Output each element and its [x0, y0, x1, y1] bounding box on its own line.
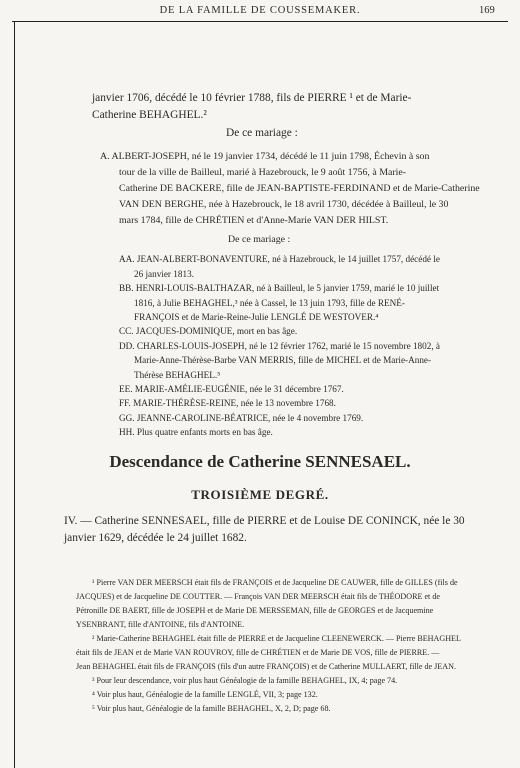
- entry-a-line: VAN DEN BERGHE, née à Hazebrouck, le 18 avril 1730, décédée à Bailleul, le 30: [119, 199, 449, 210]
- degree-heading: TROISIÈME DEGRÉ.: [191, 487, 329, 502]
- running-head: DE LA FAMILLE DE COUSSEMAKER.: [159, 5, 361, 16]
- entry-a-line: Catherine DE BACKERE, fille de JEAN-BAPTISTE-FERDINAND et de Marie-Catherine: [119, 183, 480, 194]
- footnote-line: Jean BEHAGHEL était fils de FRANÇOIS (fils d'un autre FRANÇOIS) et de Catherine MULLAERT, fille de JEAN.: [76, 662, 456, 671]
- left-margin-rule: [14, 22, 15, 768]
- footnote-line: ⁴ Voir plus haut, Généalogie de la famille LENGLÉ, VII, 3; page 132.: [92, 690, 318, 699]
- section-title: Descendance de Catherine SENNESAEL.: [109, 452, 411, 471]
- child-line: CC. JACQUES-DOMINIQUE, mort en bas âge.: [119, 326, 298, 336]
- de-ce-mariage-1: De ce mariage :: [226, 127, 298, 139]
- page-number: 169: [479, 5, 495, 16]
- child-line: FRANÇOIS et de Marie-Reine-Julie LENGLÉ DE WESTOVER.⁴: [134, 312, 379, 322]
- child-line: BB. HENRI-LOUIS-BALTHAZAR, né à Bailleul, le 5 janvier 1759, marié le 10 juillet: [119, 283, 440, 293]
- child-line: 1816, à Julie BEHAGHEL,³ née à Cassel, le 13 juin 1793, fille de RENÉ-: [134, 298, 405, 308]
- top-line-1: janvier 1706, décédé le 10 février 1788, fils de PIERRE ¹ et de Marie-: [92, 92, 412, 104]
- footnote-line: était fils de JEAN et de Marie VAN ROUVROY, fille de CHRÉTIEN et de Marie DE VOS, fille de PIERRE. —: [76, 648, 440, 657]
- child-line: Marie-Anne-Thérèse-Barbe VAN MERRIS, fille de MICHEL et de Marie-Anne-: [134, 355, 432, 365]
- header-rule: [12, 21, 508, 22]
- child-line: GG. JEANNE-CAROLINE-BÉATRICE, née le 4 novembre 1769.: [119, 413, 364, 423]
- entry-iv-line-1: IV. — Catherine SENNESAEL, fille de PIERRE et de Louise DE CONINCK, née le 30: [64, 515, 465, 527]
- child-line: HH. Plus quatre enfants morts en bas âge.: [119, 427, 273, 437]
- entry-a-line: A. ALBERT-JOSEPH, né le 19 janvier 1734, décédé le 11 juin 1798, Échevin à son: [100, 151, 430, 162]
- footnote-line: ³ Pour leur descendance, voir plus haut Généalogie de la famille BEHAGHEL, IX, 4; page 74.: [92, 676, 398, 685]
- child-line: EE. MARIE-AMÉLIE-EUGÉNIE, née le 31 décembre 1767.: [119, 384, 344, 394]
- child-line: FF. MARIE-THÉRÈSE-REINE, née le 13 novembre 1768.: [119, 398, 336, 408]
- de-ce-mariage-2: De ce mariage :: [228, 234, 291, 245]
- entry-a-line: tour de la ville de Bailleul, marié à Hazebrouck, le 9 août 1756, à Marie-: [119, 167, 407, 178]
- footnote-line: ⁵ Voir plus haut, Généalogie de la famille BEHAGHEL, X, 2, D; page 68.: [92, 704, 331, 713]
- top-line-2: Catherine BEHAGHEL.²: [92, 109, 207, 121]
- footnote-line: Pétronille DE BAERT, fille de JOSEPH et de Marie DE MERSSEMAN, fille de GEORGES et de Jacquemine: [76, 606, 434, 615]
- entry-a-line: mars 1784, fille de CHRÉTIEN et d'Anne-Marie VAN DER HILST.: [119, 215, 389, 226]
- footnote-line: ¹ Pierre VAN DER MEERSCH était fils de FRANÇOIS et de Jacqueline DE CAUWER, fille de GILLES (fils de: [92, 578, 458, 587]
- child-line: 26 janvier 1813.: [134, 269, 194, 279]
- entry-iv-line-2: janvier 1629, décédée le 24 juillet 1682.: [64, 532, 247, 544]
- child-line: AA. JEAN-ALBERT-BONAVENTURE, né à Hazebrouck, le 14 juillet 1757, décédé le: [119, 254, 440, 264]
- footnote-line: ² Marie-Catherine BEHAGHEL était fille de PIERRE et de Jacqueline CLEENEWERCK. — Pierre BEHAGHEL: [92, 634, 461, 643]
- child-line: DD. CHARLES-LOUIS-JOSEPH, né le 12 février 1762, marié le 15 novembre 1802, à: [119, 341, 440, 351]
- child-line: Thérèse BEHAGHEL.⁵: [134, 370, 221, 380]
- footnote-line: JACQUES) et de Jacqueline DE COUTTER. — François VAN DER MEERSCH était fils de THÉODORE et de: [76, 592, 440, 601]
- footnote-line: YSENBRANT, fille d'ANTOINE, fils d'ANTOINE.: [76, 620, 245, 629]
